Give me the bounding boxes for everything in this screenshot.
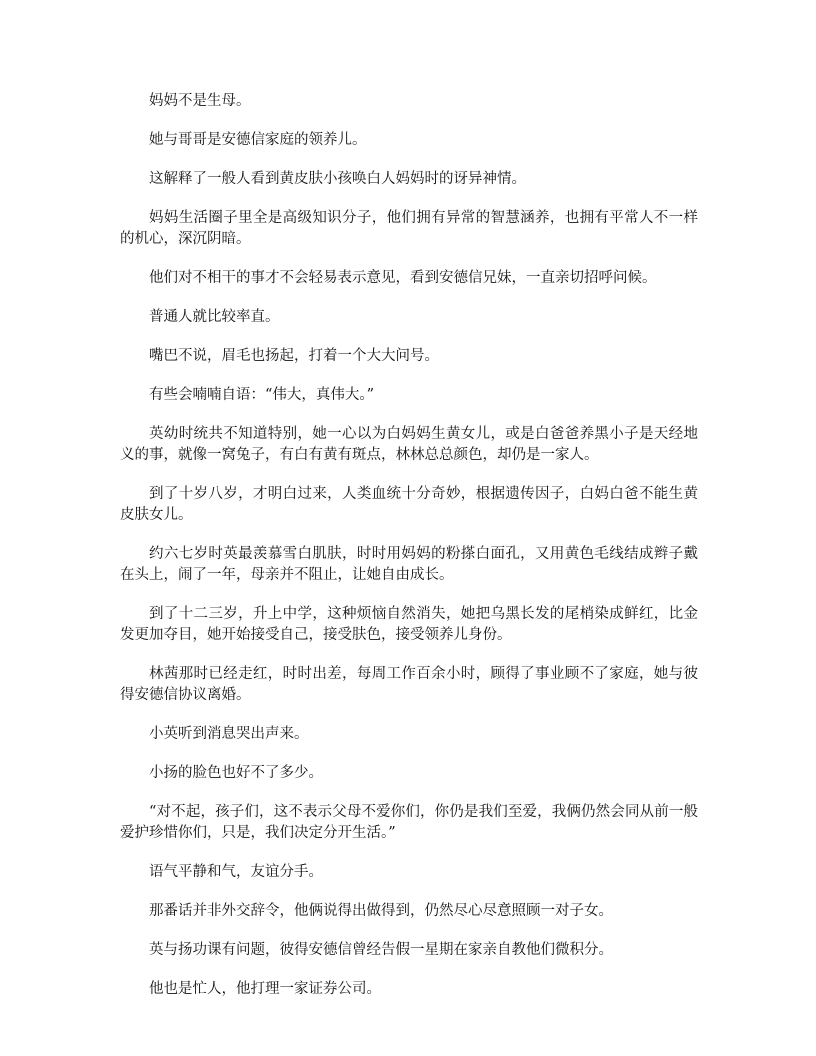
paragraph: 到了十二三岁，升上中学，这种烦恼自然消失，她把乌黑长发的尾梢染成鲜红，比金发更加夺目，她开始接受自己，接受肤色，接受领养儿身份。: [120, 606, 698, 643]
paragraph: 小英听到消息哭出声来。: [149, 726, 309, 742]
paragraph: 嘴巴不说，眉毛也扬起，打着一个大大问号。: [149, 348, 439, 364]
paragraph: 他们对不相干的事才不会轻易表示意见，看到安德信兄妹，一直亲切招呼问候。: [149, 270, 657, 286]
paragraph: 他也是忙人，他打理一家证券公司。: [149, 981, 381, 997]
paragraph: 妈妈生活圈子里全是高级知识分子，他们拥有异常的智慧涵养，也拥有平常人不一样的机心，深沉阴暗。: [120, 210, 698, 247]
paragraph: 那番话并非外交辞令，他俩说得出做得到，仍然尽心尽意照顾一对子女。: [149, 903, 613, 919]
paragraph: 英与扬功课有问题，彼得安德信曾经告假一星期在家亲自教他们微积分。: [149, 942, 613, 958]
paragraph: 有些会喃喃自语：“伟大，真伟大。”: [149, 387, 375, 403]
paragraph: 到了十岁八岁，才明白过来，人类血统十分奇妙，根据遗传因子，白妈白爸不能生黄皮肤女儿。: [120, 486, 698, 523]
paragraph: “对不起，孩子们，这不表示父母不爱你们，你仍是我们至爱，我俩仍然会同从前一般爱护珍惜你们，只是，我们决定分开生活。”: [120, 804, 698, 841]
document-body: [120, 91, 698, 1018]
paragraph: 她与哥哥是安德信家庭的领养儿。: [149, 132, 367, 148]
paragraph: 语气平静和气，友谊分手。: [149, 864, 323, 880]
paragraph: 普通人就比较率直。: [149, 309, 280, 325]
paragraph: 林茜那时已经走红，时时出差，每周工作百余小时，顾得了事业顾不了家庭，她与彼得安德信协议离婚。: [120, 666, 698, 703]
paragraph: 这解释了一般人看到黄皮肤小孩唤白人妈妈时的讶异神情。: [149, 171, 526, 187]
paragraph: 英幼时统共不知道特别，她一心以为白妈妈生黄女儿，或是白爸爸养黑小子是天经地义的事，就像一窝兔子，有白有黄有斑点，林林总总颜色，却仍是一家人。: [120, 426, 698, 463]
paragraph: 小扬的脸色也好不了多少。: [149, 765, 323, 781]
paragraph: 约六七岁时英最羡慕雪白肌肤，时时用妈妈的粉搽白面孔，又用黄色毛线结成辫子戴在头上，闹了一年，母亲并不阻止，让她自由成长。: [120, 546, 698, 583]
paragraph: 妈妈不是生母。: [149, 93, 251, 109]
